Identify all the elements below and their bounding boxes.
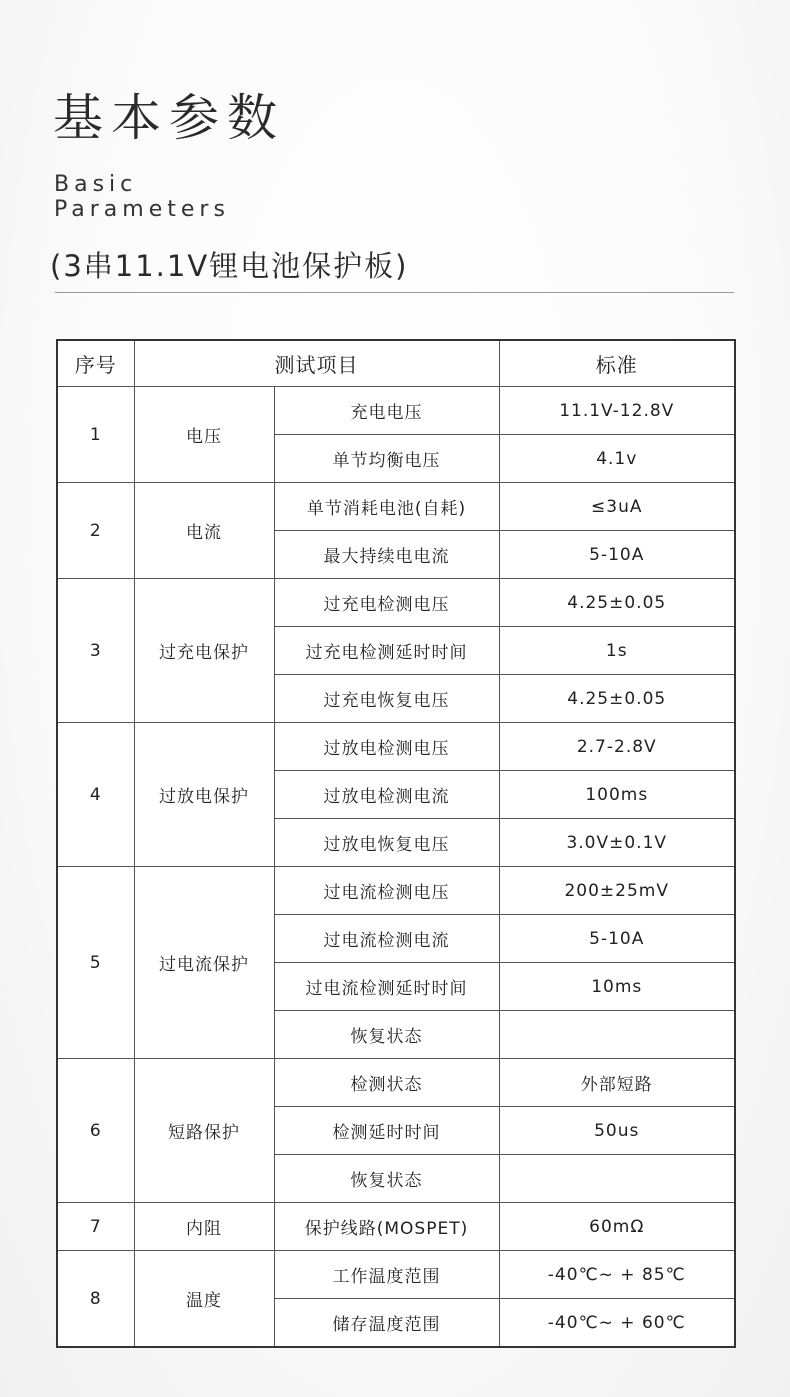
page-title: 基本参数 — [53, 89, 285, 147]
category-cell: 电压 — [134, 387, 274, 483]
test-item-cell: 过电流检测延时时间 — [274, 963, 499, 1011]
serial-number-cell: 4 — [57, 723, 134, 867]
category-cell: 过充电保护 — [134, 579, 274, 723]
standard-cell: 5-10A — [499, 915, 735, 963]
header-test-item: 测试项目 — [134, 340, 499, 387]
standard-cell: 2.7-2.8V — [499, 723, 735, 771]
category-cell: 过电流保护 — [134, 867, 274, 1059]
test-item-cell: 检测状态 — [274, 1059, 499, 1107]
table-row — [57, 387, 735, 435]
category-cell: 短路保护 — [134, 1059, 274, 1203]
page-subtitle — [54, 172, 230, 222]
test-item-cell: 过电流检测电压 — [274, 867, 499, 915]
test-item-cell: 恢复状态 — [274, 1155, 499, 1203]
test-item-cell: 过放电检测电压 — [274, 723, 499, 771]
table-row — [57, 483, 735, 531]
test-item-cell: 检测延时时间 — [274, 1107, 499, 1155]
standard-cell: -40℃~ + 85℃ — [499, 1251, 735, 1299]
test-item-cell: 单节消耗电池(自耗) — [274, 483, 499, 531]
standard-cell: 200±25mV — [499, 867, 735, 915]
test-item-cell: 最大持续电电流 — [274, 531, 499, 579]
subtitle-line-1: Basic — [54, 172, 138, 197]
category-cell: 内阻 — [134, 1203, 274, 1251]
category-cell: 电流 — [134, 483, 274, 579]
standard-cell: 1s — [499, 627, 735, 675]
standard-cell: 3.0V±0.1V — [499, 819, 735, 867]
table-body — [57, 387, 735, 1348]
table-row — [57, 723, 735, 771]
test-item-cell: 过电流检测电流 — [274, 915, 499, 963]
standard-cell: 50us — [499, 1107, 735, 1155]
test-item-cell: 过充电检测电压 — [274, 579, 499, 627]
standard-cell: 11.1V-12.8V — [499, 387, 735, 435]
header-standard: 标准 — [499, 340, 735, 387]
standard-cell — [499, 1155, 735, 1203]
header-serial-number: 序号 — [57, 340, 134, 387]
standard-cell: ≤3uA — [499, 483, 735, 531]
table-row — [57, 1203, 735, 1251]
test-item-cell: 单节均衡电压 — [274, 435, 499, 483]
category-cell: 过放电保护 — [134, 723, 274, 867]
standard-cell: -40℃~ + 60℃ — [499, 1299, 735, 1348]
serial-number-cell: 5 — [57, 867, 134, 1059]
standard-cell: 100ms — [499, 771, 735, 819]
test-item-cell: 恢复状态 — [274, 1011, 499, 1059]
table-header-row — [57, 340, 735, 387]
standard-cell: 60mΩ — [499, 1203, 735, 1251]
subtitle-line-2: Parameters — [54, 197, 230, 222]
standard-cell — [499, 1011, 735, 1059]
standard-cell: 10ms — [499, 963, 735, 1011]
test-item-cell: 过放电恢复电压 — [274, 819, 499, 867]
test-item-cell: 过充电检测延时时间 — [274, 627, 499, 675]
serial-number-cell: 2 — [57, 483, 134, 579]
test-item-cell: 过充电恢复电压 — [274, 675, 499, 723]
test-item-cell: 工作温度范围 — [274, 1251, 499, 1299]
standard-cell: 外部短路 — [499, 1059, 735, 1107]
test-item-cell: 保护线路(MOSPET) — [274, 1203, 499, 1251]
serial-number-cell: 6 — [57, 1059, 134, 1203]
section-heading: (3串11.1V锂电池保护板) — [50, 249, 409, 283]
standard-cell: 4.25±0.05 — [499, 579, 735, 627]
test-item-cell: 储存温度范围 — [274, 1299, 499, 1348]
test-item-cell: 过放电检测电流 — [274, 771, 499, 819]
standard-cell: 4.1v — [499, 435, 735, 483]
parameters-table — [56, 339, 736, 1348]
table-row — [57, 867, 735, 915]
table-row — [57, 1251, 735, 1299]
serial-number-cell: 8 — [57, 1251, 134, 1348]
serial-number-cell: 7 — [57, 1203, 134, 1251]
standard-cell: 5-10A — [499, 531, 735, 579]
table-row — [57, 579, 735, 627]
serial-number-cell: 3 — [57, 579, 134, 723]
test-item-cell: 充电电压 — [274, 387, 499, 435]
table-row — [57, 1059, 735, 1107]
serial-number-cell: 1 — [57, 387, 134, 483]
standard-cell: 4.25±0.05 — [499, 675, 735, 723]
category-cell: 温度 — [134, 1251, 274, 1348]
heading-divider — [55, 292, 734, 293]
